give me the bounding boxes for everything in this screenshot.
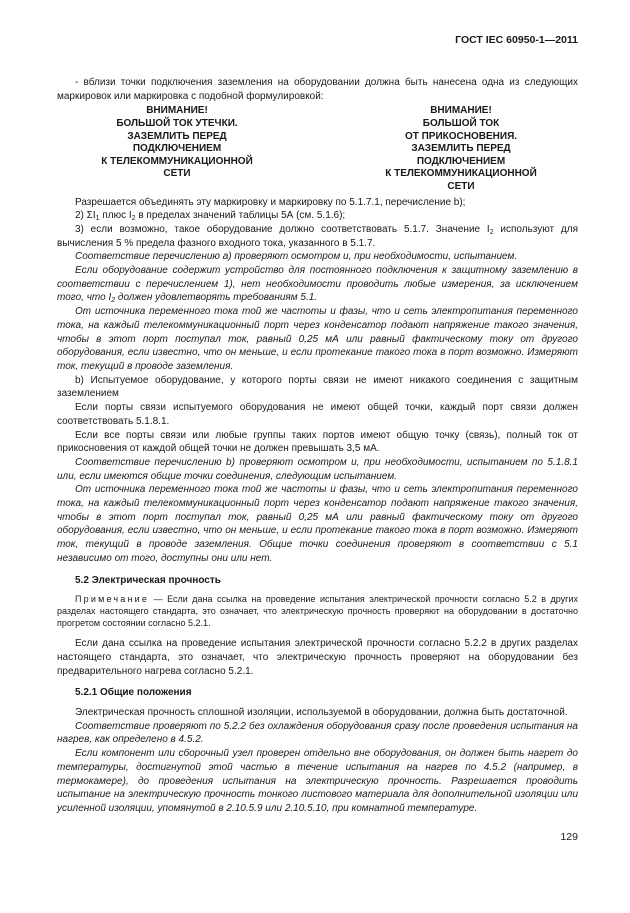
text-run: используют для вычисления 5 % предела фазного входного тока, указанного в 5.1.7. (57, 223, 578, 249)
warning-line: К ТЕЛЕКОММУНИКАЦИОННОЙ (101, 155, 253, 167)
warning-line: К ТЕЛЕКОММУНИКАЦИОННОЙ (385, 168, 537, 180)
section-heading: 5.2 Электрическая прочность (75, 574, 221, 586)
warning-marking-left (82, 105, 272, 193)
paragraph: Соответствие перечислению а) проверяют осмотром и, при необходимости, испытанием. (75, 251, 518, 263)
note (57, 593, 578, 629)
document-header: ГОСТ IEC 60950-1—2011 (455, 34, 578, 46)
text-run: в пределах значений таблицы 5А (см. 5.1.6); (135, 210, 346, 222)
warning-line: ВНИМАНИЕ! (430, 105, 492, 117)
paragraph (57, 223, 578, 250)
warning-line: СЕТИ (163, 168, 191, 180)
warning-line: ЗАЗЕМЛИТЬ ПЕРЕД (127, 130, 227, 142)
paragraph: Если дана ссылка на проведение испытания электрической прочности согласно 5.2.2 в других разделах настоящего стандарта, это означает, что электрическую прочность проверяют на оборудовании без предварительного нагрева согласно 5.2.1. (57, 638, 578, 677)
warning-line: БОЛЬШОЙ ТОК УТЕЧКИ. (116, 118, 238, 129)
paragraph: Электрическая прочность сплошной изоляции, используемой в оборудовании, должна быть достаточной. (75, 707, 568, 719)
subscript: 2 (111, 297, 116, 305)
subscript: 1 (95, 215, 100, 223)
text-run: Если оборудование содержит устройство для постоянного подключения к защитному заземлению в соответствии с перечислением 1), нет необходимости проводить любые измерения, за исключением того, что I (57, 265, 578, 304)
text-run: плюс I (99, 210, 132, 222)
text-run: 3) если возможно, такое оборудование должно соответствовать 5.1.7. Значение I (75, 223, 490, 235)
paragraph: От источника переменного тока той же частоты и фазы, что и сеть электропитания переменного тока, на каждый телекоммуникационный порт через конденсатор подают напряжение такого значения, чтобы в этот порт поступал ток, равный 0,25 мА или равный фактическому току от другого оборудования, если известно, что он меньше, и если протекание такого тока в порт возможно. Измеряют ток, текущий в проводе заземления. Общие точки соединения проверяют в соответствии с 5.1 независимо от того, доступны они или нет. (57, 484, 578, 564)
paragraph (57, 209, 578, 223)
section-heading: 5.2.1 Общие положения (75, 687, 192, 699)
warning-line: СЕТИ (447, 180, 475, 192)
warning-line: БОЛЬШОЙ ТОК (422, 118, 500, 129)
note-label: Примечание (75, 594, 150, 605)
warning-marking-right (366, 105, 556, 193)
warning-line: ЗАЗЕМЛИТЬ ПЕРЕД (411, 143, 511, 155)
subscript: 2 (489, 228, 494, 236)
page-content (57, 76, 578, 816)
paragraph: Разрешается объединять эту маркировку и маркировку по 5.1.7.1, перечисление b); (75, 196, 466, 208)
intro-paragraph: - вблизи точки подключения заземления на оборудовании должна быть нанесена одна из следующих маркировок или маркировка с подобной формулировкой: (57, 77, 578, 102)
subscript: 2 (131, 215, 136, 223)
page-number: 129 (560, 831, 578, 843)
warning-line: ПОДКЛЮЧЕНИЕМ (416, 155, 506, 167)
warning-line: ПОДКЛЮЧЕНИЕМ (132, 143, 222, 155)
text-run: 2) ΣI (75, 210, 96, 222)
text-run: должен удовлетворять требованиям 5.1. (115, 292, 318, 304)
paragraph: Соответствие перечислению b) проверяют осмотром и, при необходимости, испытанием по 5.1.8.1 или, если имеются общие точки соединения, следующим испытанием. (57, 456, 578, 482)
paragraph: Соответствие проверяют по 5.2.2 без охлаждения оборудования сразу после проведения испытания на нагрев, как определено в 4.5.2. (57, 720, 578, 746)
warning-line: ВНИМАНИЕ! (146, 105, 208, 117)
paragraph: Если все порты связи или любые группы таких портов имеют общую точку (связь), полный ток от прикосновения от каждой общей точки не должен превышать 3,5 мА. (57, 429, 578, 455)
paragraph: Если порты связи испытуемого оборудования не имеют общей точки, каждый порт связи должен соответствовать 5.1.8.1. (57, 402, 578, 427)
paragraph: От источника переменного тока той же частоты и фазы, что и сеть электропитания переменного тока, на каждый телекоммуникационный порт через конденсатор подают напряжение такого значения, чтобы в этот порт поступал ток, равный 0,25 мА или равный фактическому току от другого оборудования, если известно, что он меньше, и если протекание такого тока в порт возможно. Измеряют ток, текущий в проводе заземления. (57, 306, 578, 372)
paragraph: Если компонент или сборочный узел проверен отдельно вне оборудования, он должен быть нагрет до температуры, достигнутой этой частью в течение испытания на нагрев по 4.5.2 (например, в термокамере), до проведения испытания на электрическую прочность. Разрешается проводить испытание на электрическую прочность тонкого листового материала для дополнительной изоляции или усиленной изоляции, упомянутой в 2.10.5.9 или 2.10.5.10, при комнатной температуре. (57, 748, 578, 814)
paragraph: b) Испытуемое оборудование, у которого порты связи не имеют никакого соединения с защитным заземлением (57, 374, 578, 400)
warning-markings (57, 105, 578, 193)
paragraph (57, 264, 578, 305)
note-text: — Если дана ссылка на проведение испытания электрической прочности согласно 5.2 в других разделах настоящего стандарта, это означает, что электрическую прочность проверяют на оборудовании в достаточно прогретом состоянии согласно 5.2.1. (57, 594, 578, 629)
warning-line: ОТ ПРИКОСНОВЕНИЯ. (404, 130, 518, 142)
